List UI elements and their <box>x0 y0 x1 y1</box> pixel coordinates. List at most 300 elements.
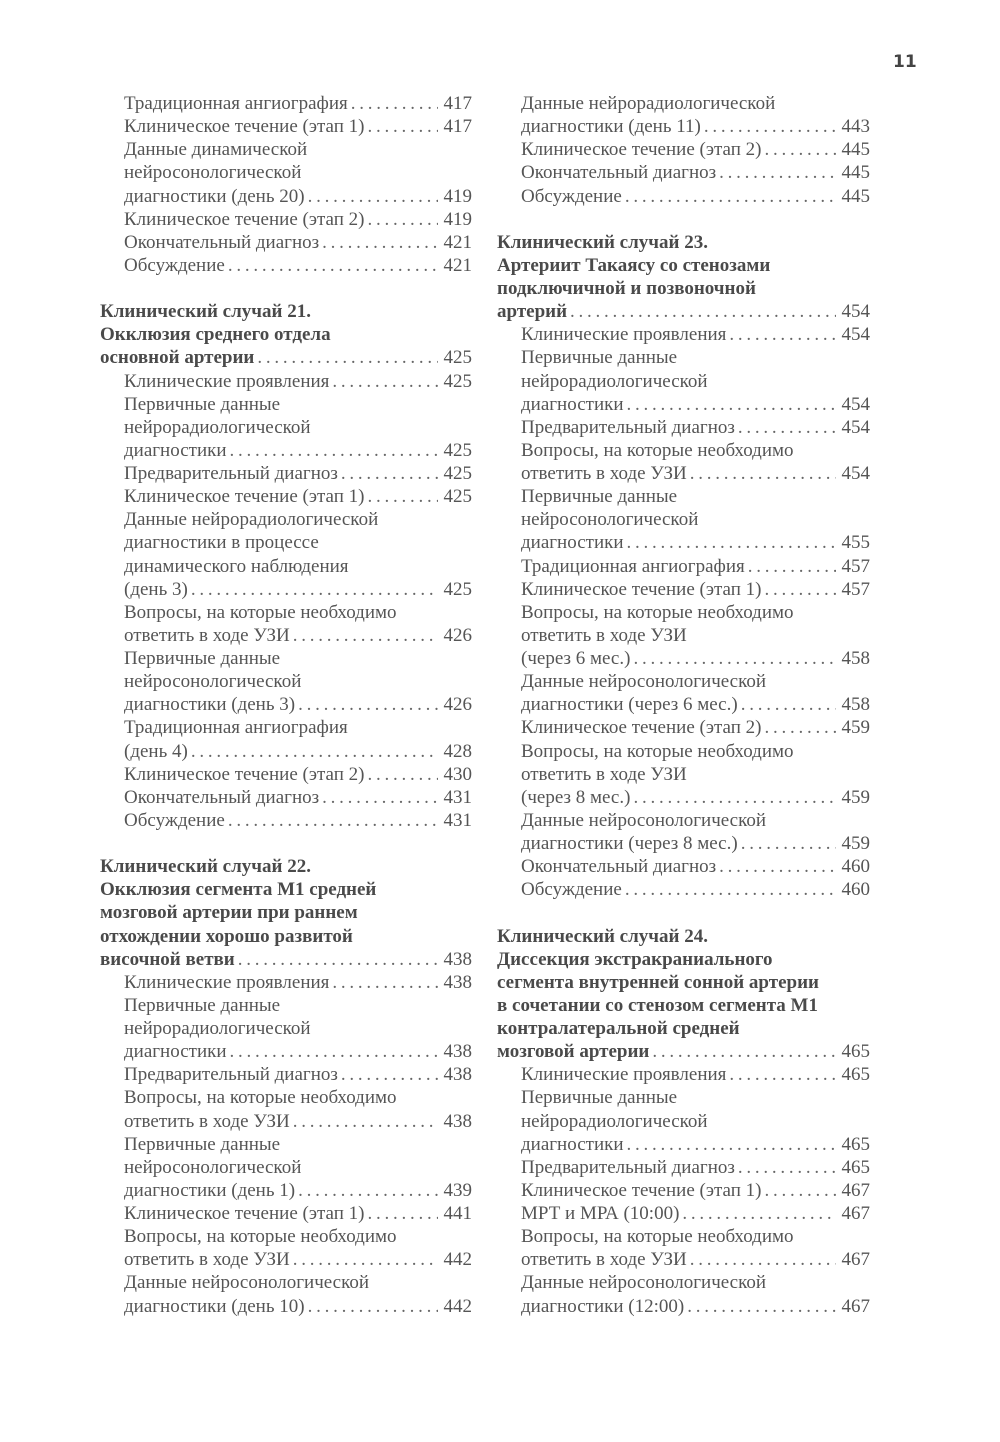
toc-case-heading[interactable] <box>100 300 472 369</box>
dot-leader <box>319 231 438 254</box>
toc-page-number: 431 <box>443 809 472 831</box>
toc-text: Вопросы, на которые необходимо <box>124 1226 397 1248</box>
toc-text: Обсуждение <box>124 809 225 831</box>
toc-entry[interactable] <box>100 393 472 462</box>
toc-line <box>100 1110 472 1133</box>
toc-page-number: 419 <box>443 208 472 230</box>
toc-text: диагностики (день 11) <box>521 116 701 138</box>
toc-entry[interactable] <box>497 670 870 716</box>
toc-entry[interactable] <box>497 323 870 346</box>
toc-line <box>497 809 870 832</box>
toc-line <box>100 231 472 254</box>
toc-line <box>497 462 870 485</box>
dot-leader <box>225 254 438 277</box>
toc-section <box>497 901 870 1317</box>
toc-entry[interactable] <box>100 1086 472 1132</box>
page-number: 11 <box>893 52 917 72</box>
dot-leader <box>687 462 836 485</box>
toc-text: нейросонологической <box>124 162 302 184</box>
toc-text: диагностики (12:00) <box>521 1295 685 1317</box>
toc-text: ответить в ходе УЗИ <box>521 763 687 785</box>
toc-text: диагностики <box>521 532 624 554</box>
toc-line <box>100 1086 472 1109</box>
toc-line <box>100 416 472 439</box>
toc-page-number: 467 <box>841 1249 870 1271</box>
toc-line <box>100 624 472 647</box>
toc-text: (через 8 мес.) <box>521 786 631 808</box>
toc-text: Первичные данные <box>124 393 281 415</box>
toc-line <box>100 786 472 809</box>
toc-page-number: 465 <box>841 1041 870 1063</box>
toc-entry[interactable] <box>100 994 472 1063</box>
dot-leader <box>290 624 438 647</box>
toc-text: Предварительный диагноз <box>521 416 735 438</box>
toc-text: Окклюзия среднего отдела <box>100 324 331 346</box>
toc-text: диагностики (день 10) <box>124 1295 305 1317</box>
toc-line <box>100 393 472 416</box>
toc-text: нейросонологической <box>124 671 302 693</box>
toc-line <box>497 370 870 393</box>
toc-text: Данные динамической <box>124 139 308 161</box>
toc-line <box>497 670 870 693</box>
toc-page-number: 467 <box>841 1203 870 1224</box>
toc-line <box>100 670 472 693</box>
dot-leader <box>761 1179 836 1202</box>
dot-leader <box>305 1295 438 1318</box>
toc-text: Первичные данные <box>521 1087 678 1109</box>
toc-page-number: 430 <box>443 763 472 785</box>
toc-text: Клиническое течение (этап 2) <box>124 208 365 230</box>
toc-line <box>100 439 472 462</box>
toc-line <box>497 948 870 971</box>
toc-text: Клинические проявления <box>124 971 330 993</box>
section-spacer <box>100 832 472 855</box>
toc-line <box>100 925 472 948</box>
toc-line <box>100 1225 472 1248</box>
toc-entry[interactable] <box>497 809 870 855</box>
toc-entry[interactable] <box>100 254 472 277</box>
toc-entry[interactable] <box>100 138 472 207</box>
toc-text: Клиническое течение (этап 2) <box>521 139 762 161</box>
toc-line <box>497 346 870 369</box>
dot-leader <box>567 300 836 323</box>
toc-page-number: 421 <box>443 254 472 276</box>
toc-text: Данные нейрорадиологической <box>124 509 379 531</box>
toc-text: диагностики (день 20) <box>124 185 305 207</box>
toc-line <box>100 115 472 138</box>
toc-text: Клиническое течение (этап 1) <box>124 116 365 138</box>
toc-section <box>100 277 472 832</box>
toc-text: нейрорадиологической <box>521 1110 708 1132</box>
toc-text: мозговой артерии <box>497 1041 650 1063</box>
toc-text: диагностики <box>124 1041 227 1063</box>
toc-text: диагностики (день 1) <box>124 1179 296 1201</box>
toc-page-number: 445 <box>841 139 870 161</box>
toc-text: подключичной и позвоночной <box>497 278 756 299</box>
toc-text: Данные нейросонологической <box>124 1272 370 1294</box>
toc-entry[interactable] <box>100 92 472 115</box>
toc-text: диагностики <box>521 1133 624 1155</box>
toc-entry[interactable] <box>497 1179 870 1202</box>
toc-text: диагностики (день 3) <box>124 694 296 716</box>
toc-text: Предварительный диагноз <box>521 1156 735 1178</box>
toc-line <box>497 439 870 462</box>
toc-entry[interactable] <box>100 1225 472 1271</box>
toc-entry[interactable] <box>100 1133 472 1202</box>
toc-page-number: 454 <box>841 324 870 346</box>
toc-page-number: 454 <box>841 416 870 438</box>
toc-text: Первичные данные <box>521 486 678 508</box>
toc-text: нейрорадиологической <box>124 1018 311 1039</box>
toc-line <box>497 92 870 115</box>
toc-entry[interactable] <box>100 763 472 786</box>
toc-text: контралатеральной средней <box>497 1018 740 1039</box>
toc-page-number: 457 <box>841 555 870 577</box>
dot-leader <box>701 115 836 138</box>
toc-entry[interactable] <box>100 1063 472 1086</box>
toc-line <box>497 416 870 439</box>
toc-line <box>100 92 472 115</box>
toc-line <box>497 1110 870 1133</box>
toc-column-right <box>497 92 870 1318</box>
toc-text: Диссекция экстракраниального <box>497 948 773 970</box>
toc-line <box>497 601 870 624</box>
toc-page-number: 426 <box>443 694 472 716</box>
toc-page-number: 438 <box>443 1064 472 1086</box>
toc-line <box>100 948 472 971</box>
dot-leader <box>338 1063 438 1086</box>
toc-text: Клинические проявления <box>521 324 727 346</box>
toc-page-number: 417 <box>443 116 472 138</box>
toc-text: в сочетании со стенозом сегмента М1 <box>497 994 818 1016</box>
toc-text: Обсуждение <box>124 254 225 276</box>
dot-leader <box>364 208 438 231</box>
toc-page-number: 458 <box>841 648 870 669</box>
toc-line <box>100 346 472 369</box>
toc-entry[interactable] <box>497 161 870 184</box>
toc-text: Артериит Такаясу со стенозами <box>497 254 771 276</box>
dot-leader <box>319 786 438 809</box>
toc-page-number: 445 <box>841 162 870 184</box>
toc-text: Обсуждение <box>521 879 622 901</box>
toc-text: Традиционная ангиография <box>124 93 348 114</box>
toc-entry[interactable] <box>100 1202 472 1225</box>
toc-line <box>100 1017 472 1040</box>
toc-line <box>497 555 870 578</box>
toc-entry[interactable] <box>497 1063 870 1086</box>
toc-text: диагностики (через 8 мес.) <box>521 833 738 854</box>
toc-entry[interactable] <box>497 601 870 670</box>
toc-line <box>497 1295 870 1318</box>
toc-entry[interactable] <box>497 740 870 809</box>
toc-page-number: 425 <box>443 578 472 600</box>
toc-text: Клинические проявления <box>124 370 330 392</box>
toc-text: височной ветви <box>100 948 235 970</box>
dot-leader <box>630 786 836 809</box>
toc-text: сегмента внутренней сонной артерии <box>497 971 819 993</box>
dot-leader <box>726 323 836 346</box>
toc-column-left <box>100 92 472 1318</box>
toc-text: основной артерии <box>100 347 255 369</box>
toc-line <box>497 1133 870 1156</box>
toc-entry[interactable] <box>100 809 472 832</box>
toc-line <box>497 161 870 184</box>
toc-page-number: 465 <box>841 1156 870 1178</box>
toc-case-heading[interactable] <box>100 855 472 971</box>
dot-leader <box>735 416 836 439</box>
toc-line <box>497 1179 870 1202</box>
toc-line <box>100 855 472 878</box>
toc-text: Окончательный диагноз <box>124 786 320 808</box>
toc-text: диагностики (через 6 мес.) <box>521 694 738 716</box>
toc-entry[interactable] <box>100 231 472 254</box>
toc-line <box>497 231 870 254</box>
toc-page-number: 431 <box>443 786 472 808</box>
toc-line <box>497 1248 870 1271</box>
toc-case-heading[interactable] <box>497 925 870 1064</box>
toc-line <box>100 994 472 1017</box>
toc-text: Традиционная ангиография <box>521 555 745 577</box>
toc-line <box>100 300 472 323</box>
toc-text: МРТ и МРА (10:00) <box>521 1203 680 1224</box>
toc-entry[interactable] <box>100 647 472 716</box>
toc-page-number: 442 <box>443 1295 472 1317</box>
dot-leader <box>622 185 836 208</box>
toc-page-number: 454 <box>841 463 870 484</box>
toc-line <box>100 971 472 994</box>
dot-leader <box>624 393 836 416</box>
toc-line <box>100 1156 472 1179</box>
toc-page-number: 417 <box>443 93 472 114</box>
toc-page-number: 467 <box>841 1179 870 1201</box>
dot-leader <box>624 531 836 554</box>
toc-text: артерий <box>497 301 568 323</box>
toc-line <box>100 462 472 485</box>
toc-entry[interactable] <box>497 855 870 878</box>
dot-leader <box>761 716 836 739</box>
toc-line <box>497 1156 870 1179</box>
toc-line <box>497 578 870 601</box>
toc-entry[interactable] <box>497 1086 870 1155</box>
toc-entry[interactable] <box>497 485 870 554</box>
toc-line <box>100 740 472 763</box>
toc-line <box>497 1040 870 1063</box>
toc-text: ответить в ходе УЗИ <box>124 1110 290 1132</box>
toc-entry[interactable] <box>497 439 870 485</box>
toc-entry[interactable] <box>100 115 472 138</box>
toc-entry[interactable] <box>100 601 472 647</box>
toc-line <box>497 1063 870 1086</box>
toc-entry[interactable] <box>100 485 472 508</box>
toc-page-number: 465 <box>841 1064 870 1086</box>
toc-line <box>497 185 870 208</box>
toc-text: диагностики <box>124 439 227 461</box>
toc-text: (день 3) <box>124 578 188 600</box>
toc-page-number: 425 <box>443 370 472 392</box>
dot-leader <box>687 1248 836 1271</box>
toc-page-number: 438 <box>443 948 472 970</box>
dot-leader <box>338 462 438 485</box>
toc-entry[interactable] <box>100 508 472 601</box>
toc-line <box>100 555 472 578</box>
toc-entry[interactable] <box>497 555 870 578</box>
toc-line <box>497 531 870 554</box>
toc-page-number: 428 <box>443 740 472 762</box>
toc-case-heading[interactable] <box>497 231 870 324</box>
toc-entry[interactable] <box>497 1202 870 1225</box>
toc-text: Вопросы, на которые необходимо <box>521 740 794 762</box>
section-spacer <box>100 277 472 300</box>
toc-line <box>497 508 870 531</box>
toc-line <box>100 1295 472 1318</box>
toc-line <box>100 878 472 901</box>
dot-leader <box>295 693 438 716</box>
section-spacer <box>497 901 870 924</box>
toc-text: Клиническое течение (этап 2) <box>521 717 762 739</box>
dot-leader <box>305 185 438 208</box>
toc-line <box>497 1202 870 1225</box>
toc-line <box>497 624 870 647</box>
toc-line <box>100 208 472 231</box>
toc-text: Традиционная ангиография <box>124 717 348 739</box>
toc-page-number: 439 <box>443 1179 472 1201</box>
toc-line <box>497 716 870 739</box>
toc-entry[interactable] <box>497 1271 870 1317</box>
toc-text: мозговой артерии при раннем <box>100 902 358 924</box>
toc-entry[interactable] <box>100 1271 472 1317</box>
toc-entry[interactable] <box>100 716 472 762</box>
toc-entry[interactable] <box>497 1156 870 1179</box>
toc-page-number: 459 <box>841 833 870 854</box>
toc-text: Клиническое течение (этап 2) <box>124 763 365 785</box>
toc-entry[interactable] <box>100 462 472 485</box>
toc-section <box>100 832 472 1318</box>
section-spacer <box>497 208 870 231</box>
toc-entry[interactable] <box>100 971 472 994</box>
toc-entry[interactable] <box>497 578 870 601</box>
toc-line <box>497 1271 870 1294</box>
toc-entry[interactable] <box>100 208 472 231</box>
toc-line <box>100 323 472 346</box>
toc-line <box>100 809 472 832</box>
toc-text: нейросонологической <box>521 509 699 531</box>
toc-page-number: 454 <box>841 393 870 415</box>
toc-line <box>497 763 870 786</box>
toc-text: Клинические проявления <box>521 1064 727 1086</box>
toc-line <box>497 115 870 138</box>
toc-text: Окончательный диагноз <box>521 856 717 878</box>
toc-entry[interactable] <box>497 185 870 208</box>
toc-text: Первичные данные <box>124 994 281 1016</box>
toc-text: Клиническое течение (этап 1) <box>521 1179 762 1201</box>
toc-line <box>497 393 870 416</box>
dot-leader <box>735 1156 836 1179</box>
dot-leader <box>684 1295 836 1318</box>
dot-leader <box>188 740 438 763</box>
dot-leader <box>290 1110 438 1133</box>
dot-leader <box>235 948 438 971</box>
toc-text: нейросонологической <box>124 1156 302 1178</box>
dot-leader <box>364 1202 438 1225</box>
toc-text: ответить в ходе УЗИ <box>124 1249 290 1271</box>
toc-line <box>100 647 472 670</box>
toc-text: диагностики в процессе <box>124 532 319 554</box>
dot-leader <box>364 763 438 786</box>
dot-leader <box>738 832 836 855</box>
toc-text: Предварительный диагноз <box>124 463 338 484</box>
toc-entry[interactable] <box>497 416 870 439</box>
toc-page-number: 426 <box>443 624 472 646</box>
toc-line <box>497 994 870 1017</box>
toc-line <box>497 1086 870 1109</box>
toc-page-number: 460 <box>841 856 870 878</box>
toc-line <box>497 925 870 948</box>
dot-leader <box>227 1040 438 1063</box>
dot-leader <box>716 161 836 184</box>
toc-entry[interactable] <box>100 786 472 809</box>
toc-entry[interactable] <box>497 716 870 739</box>
toc-page-number: 438 <box>443 971 472 993</box>
toc-entry[interactable] <box>497 878 870 901</box>
toc-line <box>497 1225 870 1248</box>
dot-leader <box>329 370 438 393</box>
dot-leader <box>624 1133 836 1156</box>
toc-entry[interactable] <box>100 370 472 393</box>
toc-entry[interactable] <box>497 138 870 161</box>
toc-text: ответить в ходе УЗИ <box>521 624 687 646</box>
toc-line <box>497 740 870 763</box>
toc-line <box>100 254 472 277</box>
dot-leader <box>679 1202 836 1225</box>
toc-page-number: 443 <box>841 116 870 138</box>
toc-line <box>497 277 870 300</box>
toc-text: Данные нейросонологической <box>521 809 767 831</box>
toc-entry[interactable] <box>497 1225 870 1271</box>
toc-page-number: 465 <box>841 1133 870 1155</box>
toc-line <box>497 832 870 855</box>
toc-section <box>497 208 870 902</box>
toc-line <box>497 254 870 277</box>
toc-line <box>100 1040 472 1063</box>
dot-leader <box>348 92 438 115</box>
dot-leader <box>761 578 836 601</box>
toc-page-number: 457 <box>841 578 870 600</box>
toc-text: Клинический случай 24. <box>497 925 708 947</box>
toc-page-number: 425 <box>443 439 472 461</box>
toc-entry[interactable] <box>497 346 870 415</box>
toc-line <box>497 300 870 323</box>
toc-text: нейрорадиологической <box>521 370 708 392</box>
toc-page-number: 455 <box>841 532 870 554</box>
dot-leader <box>761 138 836 161</box>
toc-page-number: 419 <box>443 185 472 207</box>
toc-text: Клиническое течение (этап 1) <box>124 1203 365 1224</box>
toc-text: Первичные данные <box>521 347 678 369</box>
toc-text: диагностики <box>521 393 624 415</box>
toc-line <box>497 878 870 901</box>
toc-line <box>100 601 472 624</box>
dot-leader <box>738 693 836 716</box>
dot-leader <box>227 439 438 462</box>
toc-line <box>100 485 472 508</box>
toc-text: Клинический случай 23. <box>497 231 708 253</box>
toc-line <box>100 138 472 161</box>
toc-page-number: 442 <box>443 1249 472 1271</box>
toc-line <box>497 323 870 346</box>
toc-text: нейрорадиологической <box>124 416 311 438</box>
toc-entry[interactable] <box>497 92 870 138</box>
toc-page-number: 445 <box>841 185 870 207</box>
